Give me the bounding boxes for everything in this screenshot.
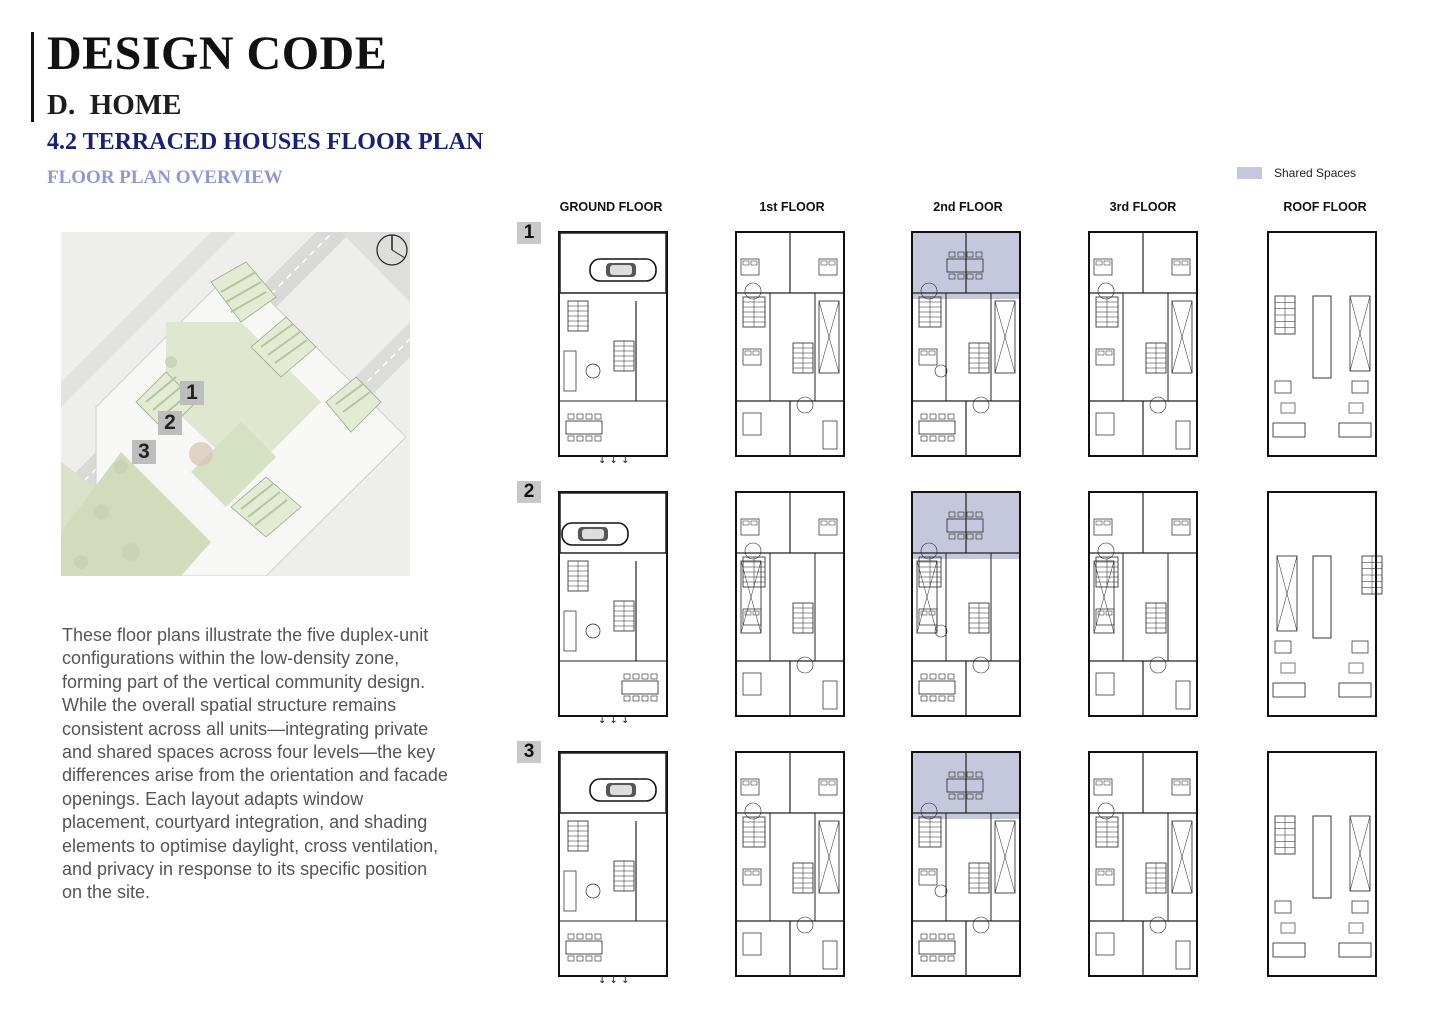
overview-heading: FLOOR PLAN OVERVIEW — [47, 167, 283, 188]
floor-plan-unit-3-ground-floor — [558, 751, 668, 986]
subsection-heading: 4.2 TERRACED HOUSES FLOOR PLAN — [47, 129, 484, 155]
legend — [1237, 166, 1356, 180]
column-heading-1st-floor: 1st FLOOR — [759, 200, 825, 214]
floor-plan-unit-2-1st-floor — [735, 491, 845, 717]
column-heading-3rd-floor: 3rd FLOOR — [1109, 200, 1177, 214]
site-plan — [61, 232, 410, 576]
floor-plan-unit-1-1st-floor — [735, 231, 845, 457]
site-marker-2: 2 — [158, 411, 182, 435]
row-badge-3: 3 — [517, 741, 541, 763]
floor-plan-unit-2-roof-floor — [1267, 491, 1377, 717]
svg-text:↓ ↓ ↓: ↓ ↓ ↓ — [598, 975, 630, 986]
legend-label: Shared Spaces — [1274, 166, 1357, 180]
floor-plan-unit-1-ground-floor — [558, 231, 668, 466]
svg-text:↓ ↓ ↓: ↓ ↓ ↓ — [598, 715, 630, 726]
row-badge-2: 2 — [517, 481, 541, 503]
floor-plan-unit-3-2nd-floor — [911, 751, 1021, 977]
section-heading: D. HOME — [47, 89, 182, 121]
description-paragraph: These floor plans illustrate the five duplex-unit configurations within the low-density zone, forming part of the vertical community design. While the overall spatial structure remains consistent across all units—integrating private and shared spaces across four levels—the key differences arise from the orientation and facade openings. Each layout adapts window placement, courtyard integration, and shading elements to optimise daylight, cross ventilation, and privacy in response to its specific position on the site. — [62, 625, 448, 903]
floor-plan-unit-1-3rd-floor — [1088, 231, 1198, 457]
site-marker-1: 1 — [180, 381, 204, 405]
floor-plan-unit-3-roof-floor — [1267, 751, 1377, 977]
floor-plan-unit-3-1st-floor — [735, 751, 845, 977]
floor-plan-unit-1-2nd-floor — [911, 231, 1021, 457]
floor-plan-unit-1-roof-floor — [1267, 231, 1377, 457]
floor-plan-unit-2-3rd-floor — [1088, 491, 1198, 717]
shared-spaces-swatch — [1237, 167, 1262, 179]
page-title: DESIGN CODE — [47, 27, 388, 80]
row-badge-1: 1 — [517, 222, 541, 244]
floor-plan-unit-3-3rd-floor — [1088, 751, 1198, 977]
floor-plan-unit-2-2nd-floor — [911, 491, 1021, 717]
svg-text:↓ ↓ ↓: ↓ ↓ ↓ — [598, 455, 630, 466]
column-heading-2nd-floor: 2nd FLOOR — [933, 200, 1003, 214]
title-accent-bar — [31, 32, 34, 122]
column-heading-ground-floor: GROUND FLOOR — [559, 200, 663, 214]
site-marker-3: 3 — [132, 440, 156, 464]
column-heading-roof-floor: ROOF FLOOR — [1283, 200, 1367, 214]
floor-plan-unit-2-ground-floor — [558, 491, 668, 726]
